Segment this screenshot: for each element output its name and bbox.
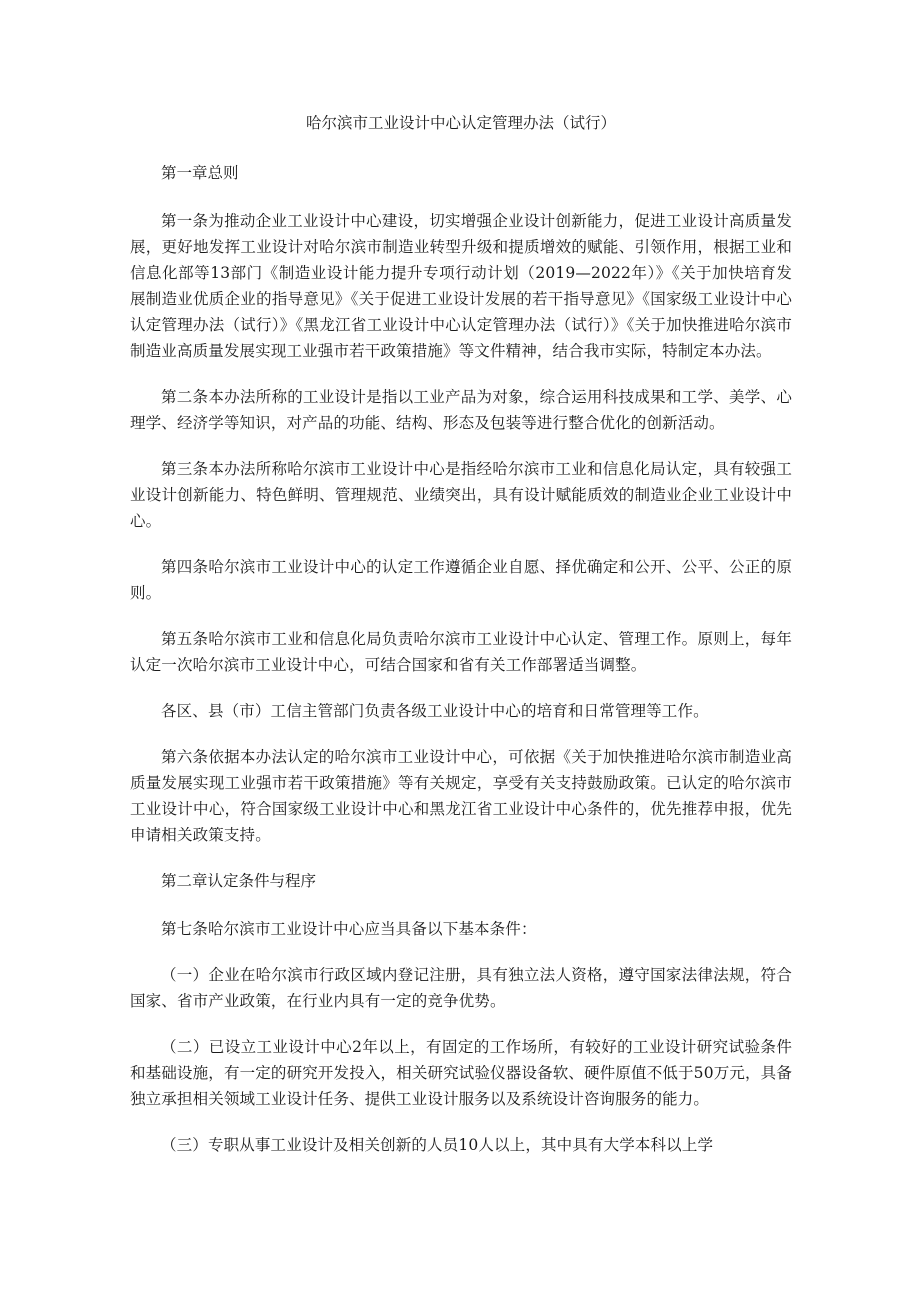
article-5-supplement: 各区、县（市）工信主管部门负责各级工业设计中心的培育和日常管理等工作。 [161, 702, 709, 720]
article-1: 第一条为推动企业工业设计中心建设，切实增强企业设计创新能力，促进工业设计高质量发展，更好地发挥工业设计对哈尔滨市制造业转型升级和提质增效的赋能、引领作用，根据工业和信息化部等13部门《制造业设计能力提升专项行动计划（2019—2022年）》《关于加快培育发展制造业优质企业的指导意见》《关于促进工业设计发展的若干指导意见》《国家级工业设计中心认定管理办法（试行）》《黑龙江省工业设计中心认定管理办法（试行）》《关于加快推进哈尔滨市制造业高质量发展实现工业强市若干政策措施》等文件精神，结合我市实际，特制定本办法。 [130, 212, 792, 360]
article-3: 第三条本办法所称哈尔滨市工业设计中心是指经哈尔滨市工业和信息化局认定，具有较强工业设计创新能力、特色鲜明、管理规范、业绩突出，具有设计赋能质效的制造业企业工业设计中心。 [130, 460, 792, 530]
condition-1: （一）企业在哈尔滨市行政区域内登记注册，具有独立法人资格，遵守国家法律法规，符合国家、省市产业政策，在行业内具有一定的竞争优势。 [130, 966, 792, 1010]
article-4: 第四条哈尔滨市工业设计中心的认定工作遵循企业自愿、择优确定和公开、公平、公正的原则。 [130, 558, 792, 602]
condition-3: （三）专职从事工业设计及相关创新的人员10人以上，其中具有大学本科以上学 [161, 1136, 714, 1154]
chapter-heading: 第一章总则 [161, 164, 239, 182]
condition-2: （二）已设立工业设计中心2年以上，有固定的工作场所，有较好的工业设计研究试验条件和基础设施，有一定的研究开发投入，相关研究试验仪器设备软、硬件原值不低于50万元，具备独立承担相关领域工业设计任务、提供工业设计服务以及系统设计咨询服务的能力。 [130, 1038, 792, 1108]
article-5: 第五条哈尔滨市工业和信息化局负责哈尔滨市工业设计中心认定、管理工作。原则上，每年认定一次哈尔滨市工业设计中心，可结合国家和省有关工作部署适当调整。 [130, 630, 792, 674]
article-7: 第七条哈尔滨市工业设计中心应当具备以下基本条件： [161, 920, 537, 938]
article-6: 第六条依据本办法认定的哈尔滨市工业设计中心，可依据《关于加快推进哈尔滨市制造业高质量发展实现工业强市若干政策措施》等有关规定，享受有关支持鼓励政策。已认定的哈尔滨市工业设计中心，符合国家级工业设计中心和黑龙江省工业设计中心条件的，优先推荐申报，优先申请相关政策支持。 [130, 748, 792, 844]
article-2: 第二条本办法所称的工业设计是指以工业产品为对象，综合运用科技成果和工学、美学、心理学、经济学等知识，对产品的功能、结构、形态及包装等进行整合优化的创新活动。 [130, 388, 792, 432]
chapter-heading: 第二章认定条件与程序 [161, 872, 317, 890]
document-title: 哈尔滨市工业设计中心认定管理办法（试行） [305, 114, 616, 132]
document-page [130, 110, 792, 1178]
